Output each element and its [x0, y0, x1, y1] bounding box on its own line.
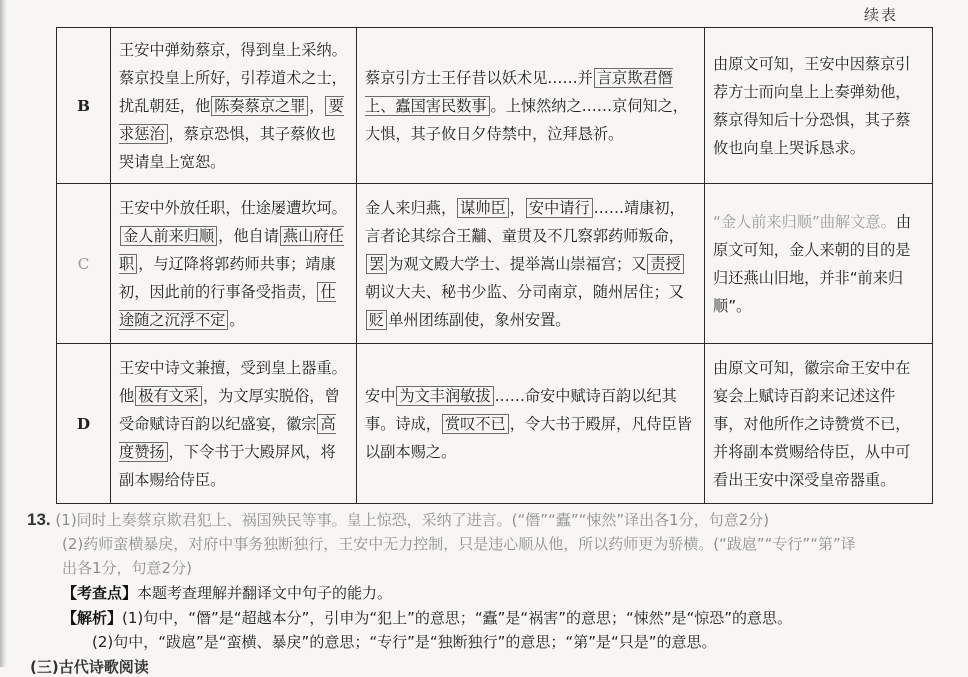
highlight-box: 要求惩治: [119, 96, 344, 143]
answer-table: [56, 27, 933, 504]
jiexi-label: 【解析】: [62, 609, 123, 627]
source-cell: 安中 为文丰润敏拔 ……命安中赋诗百韵以纪其事。诗成， 赏叹不已 ，令大书于殿屏，凡侍臣皆以副本赐之。: [357, 344, 705, 504]
highlight-box: 责授: [647, 254, 683, 274]
analysis-cell: 王安中诗文兼擅，受到皇上器重。他 极有文采 ，为文厚实脱俗，曾受命赋诗百韵以纪盛宴，徽宗 高度赞扬 ，下令书于大殿屏风，将副本赐给侍臣。: [111, 344, 357, 504]
highlight-box: 谋帅臣: [457, 198, 509, 218]
highlight-box: 极有文采: [135, 386, 202, 406]
table-row-d: [57, 344, 933, 504]
highlight-box: 赏叹不已: [442, 414, 509, 434]
judgment-cell: 由原文可知，徽宗命王安中在宴会上赋诗百韵来记述这件事，对他所作之诗赞赏不已，并将副本赏赐给侍臣，从中可看出王安中深受皇帝器重。: [705, 344, 933, 504]
judgment-cell: “金人前来归顺”曲解文意。由原文可知，金人来朝的目的是归还燕山旧地，并非“前来归顺”。: [705, 184, 933, 344]
kaodian-line: 【考查点】本题考查理解并翻译文中句子的能力。: [62, 584, 393, 602]
option-label: D: [57, 344, 111, 504]
source-cell: 蔡京引方士王仔昔以妖术见……并 言京欺君僭上、蠹国害民数事 。上悚然纳之……京伺知之，大惧，其子攸日夕侍禁中，泣拜恳祈。: [357, 28, 705, 184]
highlight-box: 燕山府任职: [119, 226, 344, 273]
highlight-box: 高度赞扬: [119, 414, 336, 461]
highlight-box: 金人前来归顺: [120, 226, 217, 246]
binder-edge: [0, 0, 7, 667]
question-number: 13.: [27, 510, 51, 529]
judgment-note: “金人前来归顺”曲解文意。: [713, 212, 896, 231]
q13-answer-2: (2)药师蛮横暴戾，对府中事务独断独行，王安中无力控制，只是违心顺从他，所以药师更为骄横。(“跋扈”“专行”“第”译: [62, 535, 856, 553]
analysis-cell: 王安中弹劾蔡京，得到皇上采纳。蔡京投皇上所好，引荐道术之士，扰乱朝廷，他 陈奏蔡京之罪 ， 要求惩治 ，蔡京恐惧，其子蔡攸也哭请皇上宽恕。: [111, 28, 357, 184]
option-label: B: [57, 28, 111, 184]
highlight-box: 贬: [366, 310, 387, 330]
jiexi-line-1: 【解析】(1)句中，“僭”是“超越本分”，引申为“犯上”的意思；“蠹”是“祸害”的意思；“悚然”是“惊恐”的意思。: [62, 609, 793, 627]
source-cell: 金人来归燕， 谋帅臣 ， 安中请行 ……靖康初，言者论其综合王黼、童贯及不几察郭药师叛命，罢 为观文殿大学士、提举嵩山崇福宫；又 责授朝议大夫、秘书少监、分司南京，随州居住；又贬 单州团练副使，象州安置。: [357, 184, 705, 344]
jiexi-line-2: (2)句中，“跋扈”是“蛮横、暴戾”的意思；“专行”是“独断独行”的意思；“第”是“只是”的意思。: [92, 633, 717, 651]
highlight-box: 仕途随之沉浮不定: [119, 282, 336, 329]
highlight-box: 陈奏蔡京之罪: [211, 96, 308, 116]
q13-answer-2-cont: 出各1分，句意2分): [62, 559, 192, 577]
next-section-heading: (三)古代诗歌阅读: [30, 658, 149, 676]
continued-label: 续表: [864, 6, 899, 24]
analysis-cell: 王安中外放任职，仕途屡遭坎坷。金人前来归顺 ，他自请 燕山府任职 ，与辽降将郭药师共事；靖康初，因此前的行事备受指责， 仕途随之沉浮不定 。: [111, 184, 357, 344]
kaodian-label: 【考查点】: [62, 584, 138, 602]
table-row-c: [57, 184, 933, 344]
q13-answer-1: 13. (1)同时上奏蔡京欺君犯上、祸国殃民等事。皇上惊恐，采纳了进言。(“僭”“蠹”“悚然”译出各1分，句意2分): [27, 510, 770, 529]
highlight-box: 言京欺君僭上、蠹国害民数事: [365, 68, 673, 115]
highlight-box: 为文丰润敏拔: [396, 386, 493, 406]
highlight-box: 罢: [366, 254, 387, 274]
table-row-b: [57, 28, 933, 184]
judgment-cell: 由原文可知，王安中因蔡京引荐方士而向皇上上奏弹劾他，蔡京得知后十分恐惧，其子蔡攸也向皇上哭诉恳求。: [705, 28, 933, 184]
option-label: C: [57, 184, 111, 344]
highlight-box: 安中请行: [526, 198, 593, 218]
